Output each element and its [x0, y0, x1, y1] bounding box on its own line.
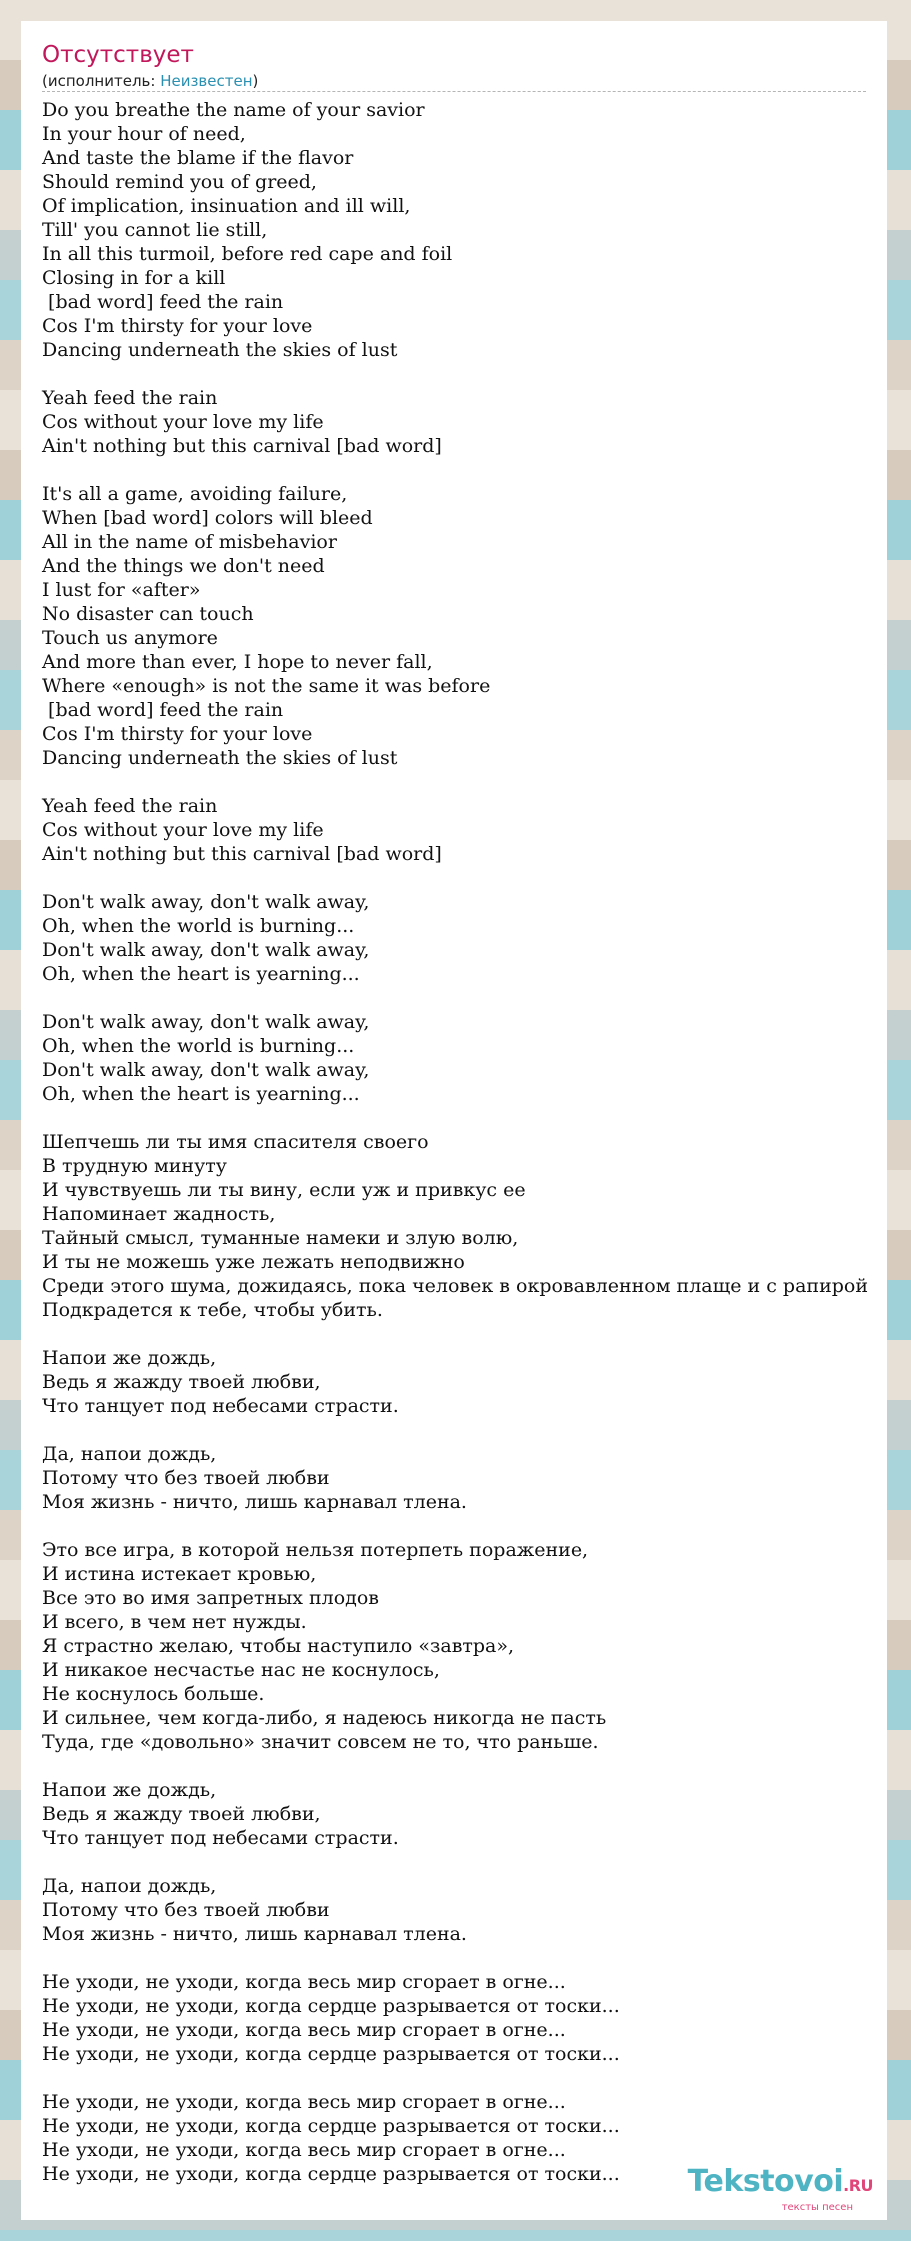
- lyric-line: It's all a game, avoiding failure,: [42, 483, 348, 505]
- lyric-line: И сильнее, чем когда-либо, я надеюсь никогда не пасть: [42, 1707, 607, 1729]
- lyric-line: Не уходи, не уходи, когда сердце разрывается от тоски...: [42, 2043, 620, 2065]
- lyric-line: Да, напои дождь,: [42, 1443, 217, 1465]
- lyric-line: [42, 458, 868, 482]
- lyric-line: Ain't nothing but this carnival [bad word]: [42, 843, 442, 865]
- lyric-line: Don't walk away, don't walk away,: [42, 1059, 370, 1081]
- lyric-line: Напоминает жадность,: [42, 1203, 276, 1225]
- lyric-line: Oh, when the world is burning...: [42, 1035, 355, 1057]
- lyric-line: Тайный смысл, туманные намеки и злую волю,: [42, 1227, 519, 1249]
- lyric-line: [42, 2066, 868, 2090]
- lyric-line: Не уходи, не уходи, когда сердце разрывается от тоски...: [42, 2115, 620, 2137]
- lyric-line: [42, 1850, 868, 1874]
- lyric-line: And taste the blame if the flavor: [42, 147, 354, 169]
- lyric-line: И всего, в чем нет нужды.: [42, 1611, 307, 1633]
- lyric-line: Don't walk away, don't walk away,: [42, 891, 370, 913]
- lyric-line: In your hour of need,: [42, 123, 246, 145]
- lyric-line: [42, 1418, 868, 1442]
- lyrics-text: [42, 98, 868, 2186]
- lyric-line: Till' you cannot lie still,: [42, 219, 268, 241]
- lyric-line: And more than ever, I hope to never fall,: [42, 651, 433, 673]
- artist-prefix: (исполнитель:: [42, 72, 161, 90]
- song-title: Отсутствует: [42, 42, 194, 68]
- lyric-line: Closing in for a kill: [42, 267, 226, 289]
- lyric-line: Что танцует под небесами страсти.: [42, 1827, 399, 1849]
- lyric-line: Ain't nothing but this carnival [bad word]: [42, 435, 442, 457]
- lyric-line: Oh, when the heart is yearning...: [42, 963, 360, 985]
- lyric-line: Cos I'm thirsty for your love: [42, 315, 313, 337]
- artist-suffix: ): [252, 72, 259, 90]
- lyric-line: Не уходи, не уходи, когда весь мир сгорает в огне...: [42, 1971, 566, 1993]
- artist-line: [42, 71, 258, 91]
- lyric-line: [bad word] feed the rain: [42, 291, 284, 313]
- lyric-line: Do you breathe the name of your savior: [42, 99, 425, 121]
- lyric-line: Не уходи, не уходи, когда сердце разрывается от тоски...: [42, 1995, 620, 2017]
- lyric-line: No disaster can touch: [42, 603, 254, 625]
- lyric-line: All in the name of misbehavior: [42, 531, 337, 553]
- lyric-line: Oh, when the world is burning...: [42, 915, 355, 937]
- logo-name: Tekstovoi: [687, 2164, 844, 2199]
- lyric-line: Yeah feed the rain: [42, 795, 218, 817]
- lyric-line: Да, напои дождь,: [42, 1875, 217, 1897]
- lyric-line: Не уходи, не уходи, когда весь мир сгорает в огне...: [42, 2091, 566, 2113]
- lyric-line: [42, 1514, 868, 1538]
- lyric-line: Ведь я жажду твоей любви,: [42, 1371, 321, 1393]
- lyric-line: [42, 770, 868, 794]
- lyric-line: Моя жизнь - ничто, лишь карнавал тлена.: [42, 1923, 467, 1945]
- lyric-line: Cos without your love my life: [42, 411, 324, 433]
- lyric-line: И никакое несчастье нас не коснулось,: [42, 1659, 440, 1681]
- lyric-line: Подкрадется к тебе, чтобы убить.: [42, 1299, 383, 1321]
- lyric-line: Of implication, insinuation and ill will,: [42, 195, 411, 217]
- lyric-line: [42, 986, 868, 1010]
- lyric-line: [42, 866, 868, 890]
- lyric-line: Это все игра, в которой нельзя потерпеть поражение,: [42, 1539, 589, 1561]
- lyric-line: [42, 1106, 868, 1130]
- lyric-line: Touch us anymore: [42, 627, 218, 649]
- lyric-line: Я страстно желаю, чтобы наступило «завтра»,: [42, 1635, 515, 1657]
- lyric-line: [42, 1946, 868, 1970]
- lyric-line: Yeah feed the rain: [42, 387, 218, 409]
- lyric-line: Потому что без твоей любви: [42, 1899, 330, 1921]
- lyric-line: Напои же дождь,: [42, 1779, 217, 1801]
- lyric-line: Потому что без твоей любви: [42, 1467, 330, 1489]
- lyric-line: Should remind you of greed,: [42, 171, 317, 193]
- lyric-line: Don't walk away, don't walk away,: [42, 1011, 370, 1033]
- lyric-line: Ведь я жажду твоей любви,: [42, 1803, 321, 1825]
- lyric-line: In all this turmoil, before red cape and foil: [42, 243, 453, 265]
- lyrics-card: [21, 21, 887, 2220]
- lyric-line: Не коснулось больше.: [42, 1683, 265, 1705]
- lyric-line: Среди этого шума, дожидаясь, пока человек в окровавленном плаще и с рапирой: [42, 1275, 869, 1297]
- lyric-line: I lust for «after»: [42, 579, 201, 601]
- lyric-line: И чувствуешь ли ты вину, если уж и привкус ее: [42, 1179, 526, 1201]
- logo-tld: .RU: [843, 2176, 873, 2195]
- lyric-line: Напои же дождь,: [42, 1347, 217, 1369]
- lyric-line: Что танцует под небесами страсти.: [42, 1395, 399, 1417]
- lyric-line: Не уходи, не уходи, когда сердце разрывается от тоски...: [42, 2163, 620, 2185]
- lyric-line: Cos without your love my life: [42, 819, 324, 841]
- lyric-line: И истина истекает кровью,: [42, 1563, 317, 1585]
- lyric-line: В трудную минуту: [42, 1155, 227, 1177]
- logo-tagline: тексты песен: [781, 2202, 853, 2213]
- lyric-line: [42, 1754, 868, 1778]
- lyric-line: Don't walk away, don't walk away,: [42, 939, 370, 961]
- lyric-line: И ты не можешь уже лежать неподвижно: [42, 1251, 465, 1273]
- lyric-line: When [bad word] colors will bleed: [42, 507, 373, 529]
- lyric-line: [42, 1322, 868, 1346]
- lyric-line: Не уходи, не уходи, когда весь мир сгорает в огне...: [42, 2139, 566, 2161]
- lyric-line: And the things we don't need: [42, 555, 325, 577]
- lyric-line: Туда, где «довольно» значит совсем не то, что раньше.: [42, 1731, 599, 1753]
- lyric-line: Where «enough» is not the same it was before: [42, 675, 491, 697]
- lyric-line: Все это во имя запретных плодов: [42, 1587, 379, 1609]
- lyric-line: [42, 362, 868, 386]
- lyric-line: Oh, when the heart is yearning...: [42, 1083, 360, 1105]
- site-logo[interactable]: [688, 2166, 873, 2214]
- lyric-line: Dancing underneath the skies of lust: [42, 747, 398, 769]
- artist-link[interactable]: Неизвестен: [160, 72, 253, 90]
- lyric-line: Шепчешь ли ты имя спасителя своего: [42, 1131, 429, 1153]
- title-divider: [42, 91, 866, 92]
- lyric-line: Моя жизнь - ничто, лишь карнавал тлена.: [42, 1491, 467, 1513]
- lyric-line: [bad word] feed the rain: [42, 699, 284, 721]
- lyric-line: Dancing underneath the skies of lust: [42, 339, 398, 361]
- lyric-line: Не уходи, не уходи, когда весь мир сгорает в огне...: [42, 2019, 566, 2041]
- lyric-line: Cos I'm thirsty for your love: [42, 723, 313, 745]
